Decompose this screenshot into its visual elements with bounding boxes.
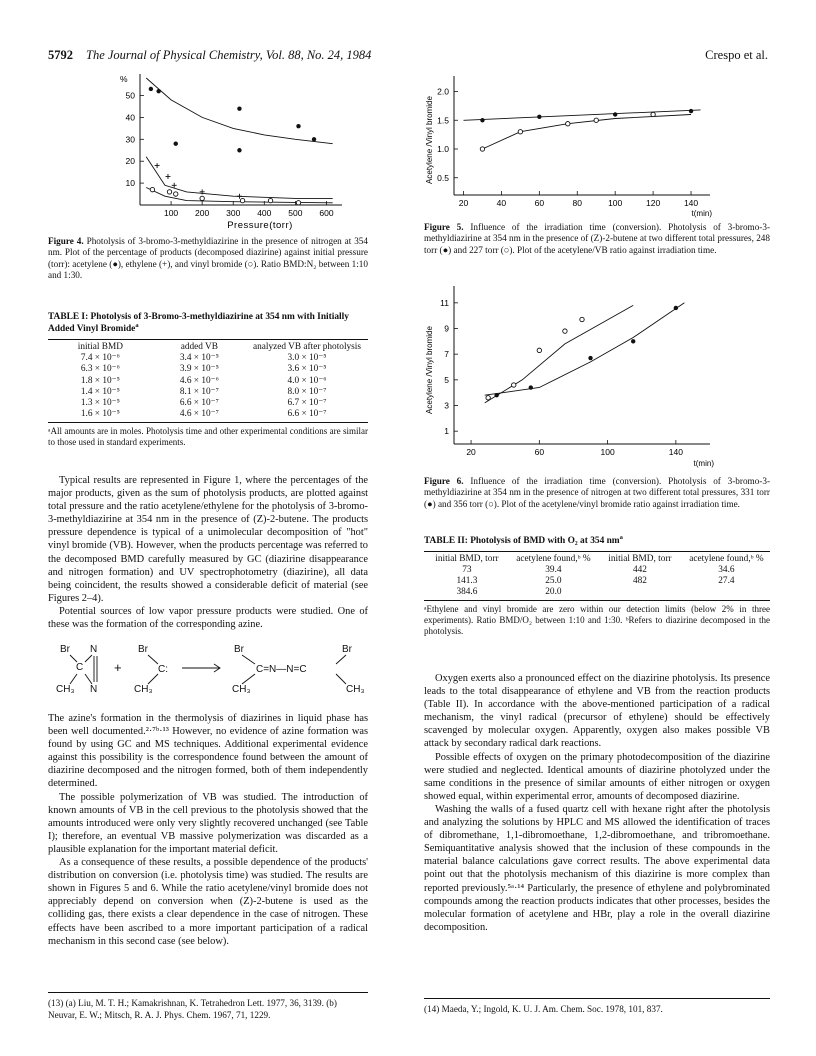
data-point-plus	[165, 174, 170, 179]
y-tick-label: 7	[444, 349, 449, 360]
table-1-cell: 6.6 × 10⁻⁷	[179, 398, 219, 409]
y-tick-label: 2.0	[437, 86, 449, 97]
table-2-cell: 384.6	[456, 587, 478, 598]
data-point-filled	[689, 109, 693, 113]
scheme-ch3: CH₃	[232, 684, 251, 695]
paragraph: Potential sources of low vapor pressure products were studied. One of these was the formation of the corresponding azine.	[48, 605, 368, 631]
data-point-filled	[631, 339, 635, 343]
scheme-ch3: CH₃	[56, 684, 75, 695]
table-2-cell: 73	[462, 564, 472, 575]
left-body-text	[48, 474, 368, 631]
y-axis-title: Acetylene /Vinyl bromide	[425, 96, 434, 184]
paragraph: As a consequence of these results, a possible dependence of the products' distribution on conversion (i.e. photolysis time) was studied. The results are shown in Figures 5 and 6. While the ratio acetylene/vinyl bromide does not appreciably depend on conversion when (Z)-2-butene is used as the colliding gas, there exists a clear dependence in the case of nitrogen. These effects have been ascribed to a more important participation of a radical mechanism in this second case (see below).	[48, 857, 368, 947]
table-1-cell: 6.7 × 10⁻⁷	[287, 398, 327, 409]
table-2-header: acetylene found,ᵇ %	[516, 553, 591, 564]
table-2-cell	[683, 587, 770, 598]
figure-5-caption-text: Influence of the irradiation time (conversion). Photolysis of 3-bromo-3-methyldiazirine at 354 nm in the presence of (Z)-2-butene at two different total pressures, 248 torr (●) and 227 torr (○). Plot of the acetylene/VB ratio against irradiation time.	[424, 222, 771, 255]
x-tick-label: 140	[668, 447, 683, 457]
data-point-filled	[237, 106, 241, 110]
x-tick-label: 500	[288, 208, 303, 218]
table-1-footnote: ᵃAll amounts are in moles. Photolysis time and other experimental conditions are similar to those used in standard experiments.	[48, 426, 368, 448]
table-1-row	[48, 398, 368, 409]
scheme-c: C	[76, 662, 84, 673]
footnote-13: (13) (a) Liu, M. T. H.; Kamakrishnan, K. Tetrahedron Lett. 1977, 36, 3139. (b) Neuvar, E. W.; Mitsch, R. A. J. Phys. Chem. 1967, 71, 1229.	[48, 998, 337, 1020]
table-2-cell: 442	[632, 564, 647, 575]
y-tick-label: 1.0	[437, 144, 449, 154]
table-1-cell: 1.3 × 10⁻⁵	[80, 398, 120, 409]
scheme-carbene: C:	[158, 664, 168, 675]
table-2-cell: 34.6	[718, 564, 735, 575]
data-point-open	[594, 118, 598, 122]
table-1-cell: 1.8 × 10⁻⁵	[80, 375, 120, 386]
scheme-n: N	[90, 684, 98, 695]
x-tick-label: 200	[195, 208, 210, 218]
data-point-open	[296, 201, 300, 205]
paragraph: Washing the walls of a fused quartz cell with hexane right after the photolysis and analyzing the solutions by HPLC and MS allowed the identification of traces of dibromethane, 1,1-dibromoethane, 1,2-dibromoethane, and tribromoethane. Semiquantitative analysis showed that the inclusion of these compounds in the material balance calculations gave correct results. The above experimental data point out that the photolysis mechanism of this diazirine is more complex than reported previously.⁵ᵃ·¹⁴ Particularly, the presence of ethylene and polybrominated compounds among the reaction products indicates that other processes, besides the molecular formation of acetylene and HBr, play a role in the overall diazirine decomposition.	[424, 803, 770, 933]
data-point-plus	[172, 183, 177, 188]
series-fit-line	[464, 110, 701, 120]
table-1	[48, 312, 368, 448]
table-2-grid	[424, 554, 770, 599]
scheme-azine: C=N—N=C	[256, 664, 307, 675]
table-2-cell: 25.0	[545, 575, 562, 586]
data-point-filled	[588, 356, 592, 360]
right-body-text	[424, 672, 770, 934]
table-2-header: initial BMD, torr	[435, 553, 499, 564]
table-1-cell: 6.3 × 10⁻⁶	[80, 364, 120, 375]
figure-6-plot	[420, 280, 720, 470]
y-tick-label: 30	[125, 134, 135, 145]
table-2	[424, 533, 770, 637]
table-1-header: added VB	[180, 342, 218, 352]
table-2-cell: 141.3	[456, 575, 478, 586]
series-fit-line	[482, 115, 691, 150]
paragraph: The azine's formation in the thermolysis of diazirines in liquid phase has been well documented.²·⁷ᵇ·¹³ However, no evidence of azine formation was found by using GC and MS techniques. Additional experimental evidence against this possibility is the correspondence found between the amount of diazirine decomposed and the nitrogen formed, both of them independently determined.	[48, 713, 368, 790]
figure-6-caption	[424, 476, 770, 510]
x-tick-label: 100	[600, 447, 615, 457]
table-2-cell: 20.0	[545, 587, 562, 598]
table-1-grid	[48, 342, 368, 420]
table-2-row	[424, 576, 770, 587]
table-2-cell: 482	[632, 575, 647, 586]
footnote-14: (14) Maeda, Y.; Ingold, K. U. J. Am. Chem. Soc. 1978, 101, 837.	[424, 1004, 663, 1014]
table-1-row	[48, 364, 368, 375]
x-tick-label: 20	[458, 198, 469, 208]
data-point-open	[240, 198, 244, 202]
data-point-open	[480, 147, 484, 151]
table-1-cell: 8.1 × 10⁻⁷	[179, 386, 219, 397]
table-1-cell: 3.0 × 10⁻⁵	[287, 353, 327, 364]
data-point-filled	[537, 115, 541, 119]
scheme-br: Br	[138, 644, 148, 655]
series-fit-line	[485, 305, 634, 403]
table-2-row	[424, 565, 770, 576]
y-tick-label: 10	[125, 178, 135, 189]
table-1-row	[48, 376, 368, 387]
table-1-row	[48, 353, 368, 364]
data-point-open	[651, 112, 655, 116]
data-point-open	[580, 317, 584, 321]
scheme-plus: +	[114, 660, 122, 675]
table-1-title: TABLE I: Photolysis of 3-Bromo-3-methyldiazirine at 354 nm with Initially Added Vinyl Bromide$^a$	[48, 312, 349, 334]
x-tick-label: 20	[466, 447, 476, 457]
series-fit-line	[485, 303, 685, 395]
data-point-filled	[480, 118, 484, 122]
x-tick-label: 140	[683, 198, 699, 208]
x-tick-label: 80	[572, 198, 582, 208]
scheme-br: Br	[234, 644, 244, 655]
x-tick-label: 100	[163, 208, 179, 218]
figure-5-caption-label: Figure 5.	[424, 222, 464, 232]
x-tick-label: 40	[496, 198, 507, 208]
table-1-header: initial BMD	[77, 342, 123, 352]
data-point-filled	[674, 306, 678, 310]
table-2-cell	[597, 587, 683, 598]
table-1-cell: 3.9 × 10⁻⁵	[179, 364, 219, 375]
table-1-cell: 4.6 × 10⁻⁶	[179, 375, 219, 386]
data-point-filled	[296, 124, 300, 128]
y-tick-label: 1	[444, 426, 449, 437]
data-point-open	[174, 192, 178, 196]
table-1-cell: 6.6 × 10⁻⁷	[287, 409, 327, 420]
data-point-filled	[529, 385, 533, 389]
y-tick-label: 1.5	[437, 115, 449, 126]
y-tick-label: 0.5	[437, 172, 449, 183]
data-point-open	[268, 198, 272, 202]
table-2-title: TABLE II: Photolysis of BMD with O₂ at 354 $nm^a$	[424, 533, 623, 546]
x-unit-label: t(min)	[691, 209, 712, 218]
y-tick-label: 9	[444, 323, 449, 334]
y-tick-label: 3	[444, 400, 449, 411]
data-point-open	[486, 396, 490, 400]
figure-4-caption-label: Figure 4.	[48, 236, 84, 246]
table-2-header: acetylene found,ᵇ %	[689, 553, 764, 564]
data-point-filled	[174, 141, 178, 145]
table-1-cell: 4.0 × 10⁻⁶	[287, 375, 327, 386]
table-1-cell: 8.0 × 10⁻⁷	[287, 386, 327, 397]
figure-4-caption-text: Photolysis of 3-bromo-3-methyldiazirine in the presence of nitrogen at 354 nm. Plot of the percentage of products (decomposed diazirine) against initial pressure (torr): acetylene (●), ethylene (+), and vinyl bromide (○). Ratio BMD:N₂ between 1:10 and 1:30.	[48, 236, 368, 281]
paragraph: The possible polymerization of VB was studied. The introduction of known amounts of VB in the cell previous to the photolysis showed that the amounts introduced were only very slightly recovered unchanged (see Table I); therefore, an eventual VB massive polymerization was discarded as a plausible explanation for the important material deficit.	[48, 791, 368, 855]
table-2-header: initial BMD, torr	[608, 553, 672, 564]
table-1-cell: 3.4 × 10⁻⁵	[179, 353, 219, 364]
table-1-header: analyzed VB after photolysis	[252, 342, 361, 352]
y-tick-label: 20	[125, 156, 135, 167]
figure-4-plot	[110, 70, 350, 230]
table-1-cell: 4.6 × 10⁻⁷	[179, 409, 219, 420]
scheme-br: Br	[60, 644, 70, 655]
data-point-open	[563, 329, 567, 333]
scheme-br: Br	[342, 644, 352, 655]
scheme-ch3: CH₃	[134, 684, 153, 695]
paragraph: Typical results are represented in Figure 1, where the percentages of the major products, given as the sum of photolysis products, are plotted against total pressure and the ratio acetylene/ethylene for the photolysis of 3-bromo-3-methyldiazirine at 354 nm in the presence of (Z)-2-butene. The products pressure dependence is typical of a unimolecular decomposition of "hot" vinyl bromide (VB). However, when the products percentage was referred to the decomposed BMD carefully measured by GC (diazirine disappearance and nitrogen formation) and UV spectrophotometry (diazirine), all data being coincident, the results showed a considerable deficit of material (see Figures 2–4).	[48, 475, 368, 604]
x-tick-label: 100	[608, 198, 623, 208]
data-point-open	[566, 122, 570, 126]
data-point-open	[537, 348, 541, 352]
figure-5-caption	[424, 222, 770, 256]
table-1-cell: 7.4 × 10⁻⁶	[80, 353, 120, 364]
data-point-filled	[149, 87, 153, 91]
x-unit-label: t(min)	[693, 459, 714, 468]
table-1-cell: 3.6 × 10⁻⁵	[287, 364, 327, 375]
data-point-filled	[613, 112, 617, 116]
y-axis-title: Acetylene /Vinyl bromide	[425, 326, 434, 414]
figure-4-caption	[48, 236, 368, 282]
data-point-filled	[156, 89, 160, 93]
scheme-n: N	[90, 644, 98, 655]
x-axis-title: Pressure(torr)	[227, 220, 293, 230]
table-1-cell: 1.4 × 10⁻⁵	[80, 386, 120, 397]
journal-title: The Journal of Physical Chemistry, Vol. 88, No. 24, 1984	[86, 48, 372, 62]
data-point-open	[167, 190, 171, 194]
data-point-open	[150, 187, 154, 191]
data-point-filled	[312, 137, 316, 141]
table-2-cell: 27.4	[718, 575, 735, 586]
x-tick-label: 60	[534, 198, 545, 208]
data-point-plus	[155, 163, 160, 168]
x-tick-label: 120	[646, 198, 661, 208]
running-author: Crespo et al.	[705, 48, 768, 62]
y-unit-label: %	[120, 74, 128, 84]
data-point-open	[512, 383, 516, 387]
x-tick-label: 60	[534, 447, 545, 457]
x-tick-label: 600	[319, 208, 334, 218]
page-number: 5792	[48, 48, 73, 62]
paragraph: Possible effects of oxygen on the primary photodecomposition of the diazirine were studied and neglected. Identical amounts of diazirine photolyzed under the same conditions in the presence of similar amounts of either nitrogen or oxygen showed equal, within experimental error, amounts of decomposed diazirine.	[424, 751, 770, 802]
x-tick-label: 400	[257, 208, 272, 218]
figure-5-plot	[420, 70, 720, 220]
figure-6-caption-label: Figure 6.	[424, 476, 464, 486]
data-point-plus	[237, 194, 242, 199]
table-2-cell: 39.4	[545, 564, 562, 575]
y-tick-label: 11	[440, 297, 449, 308]
azine-reaction-scheme	[52, 640, 372, 700]
y-tick-label: 5	[444, 374, 449, 385]
y-tick-label: 40	[125, 112, 135, 123]
figure-6-caption-text: Influence of the irradiation time (conversion). Photolysis of 3-bromo-3-methyldiazirine at 354 nm in the presence of nitrogen at two different total pressures, 331 torr (●) and 356 torr (○). Plot of the acetylene/vinyl bromide ratio against irradiation time.	[424, 476, 771, 509]
x-tick-label: 300	[226, 208, 241, 218]
table-1-cell: 1.6 × 10⁻⁵	[80, 409, 120, 420]
data-point-open	[200, 196, 204, 200]
paragraph: Oxygen exerts also a pronounced effect on the diazirine photolysis. Its presence leads to the total disappearance of ethylene and VB from the reaction products (Table II). In accordance with the above-mentioned participation of a radical mechanism, the vinyl radical (precursor of ethylene) should be effectively scavenged by molecular oxygen. Apparently, oxygen also makes possible VB attack by secondary radical dark reactions.	[424, 673, 770, 750]
table-1-row	[48, 409, 368, 420]
data-point-open	[518, 130, 522, 134]
data-point-filled	[237, 148, 241, 152]
left-body-text-2	[48, 712, 368, 948]
y-tick-label: 50	[125, 90, 135, 101]
table-1-row	[48, 387, 368, 398]
table-2-footnote: ᵃEthylene and vinyl bromide are zero within our detection limits (below 2% in three experiments). Ratio BMD/O₂ between 1:10 and 1:30. ᵇRefers to diazirine decomposed in the photolysis.	[424, 604, 770, 637]
table-2-row	[424, 587, 770, 598]
scheme-ch3: CH₃	[346, 684, 365, 695]
